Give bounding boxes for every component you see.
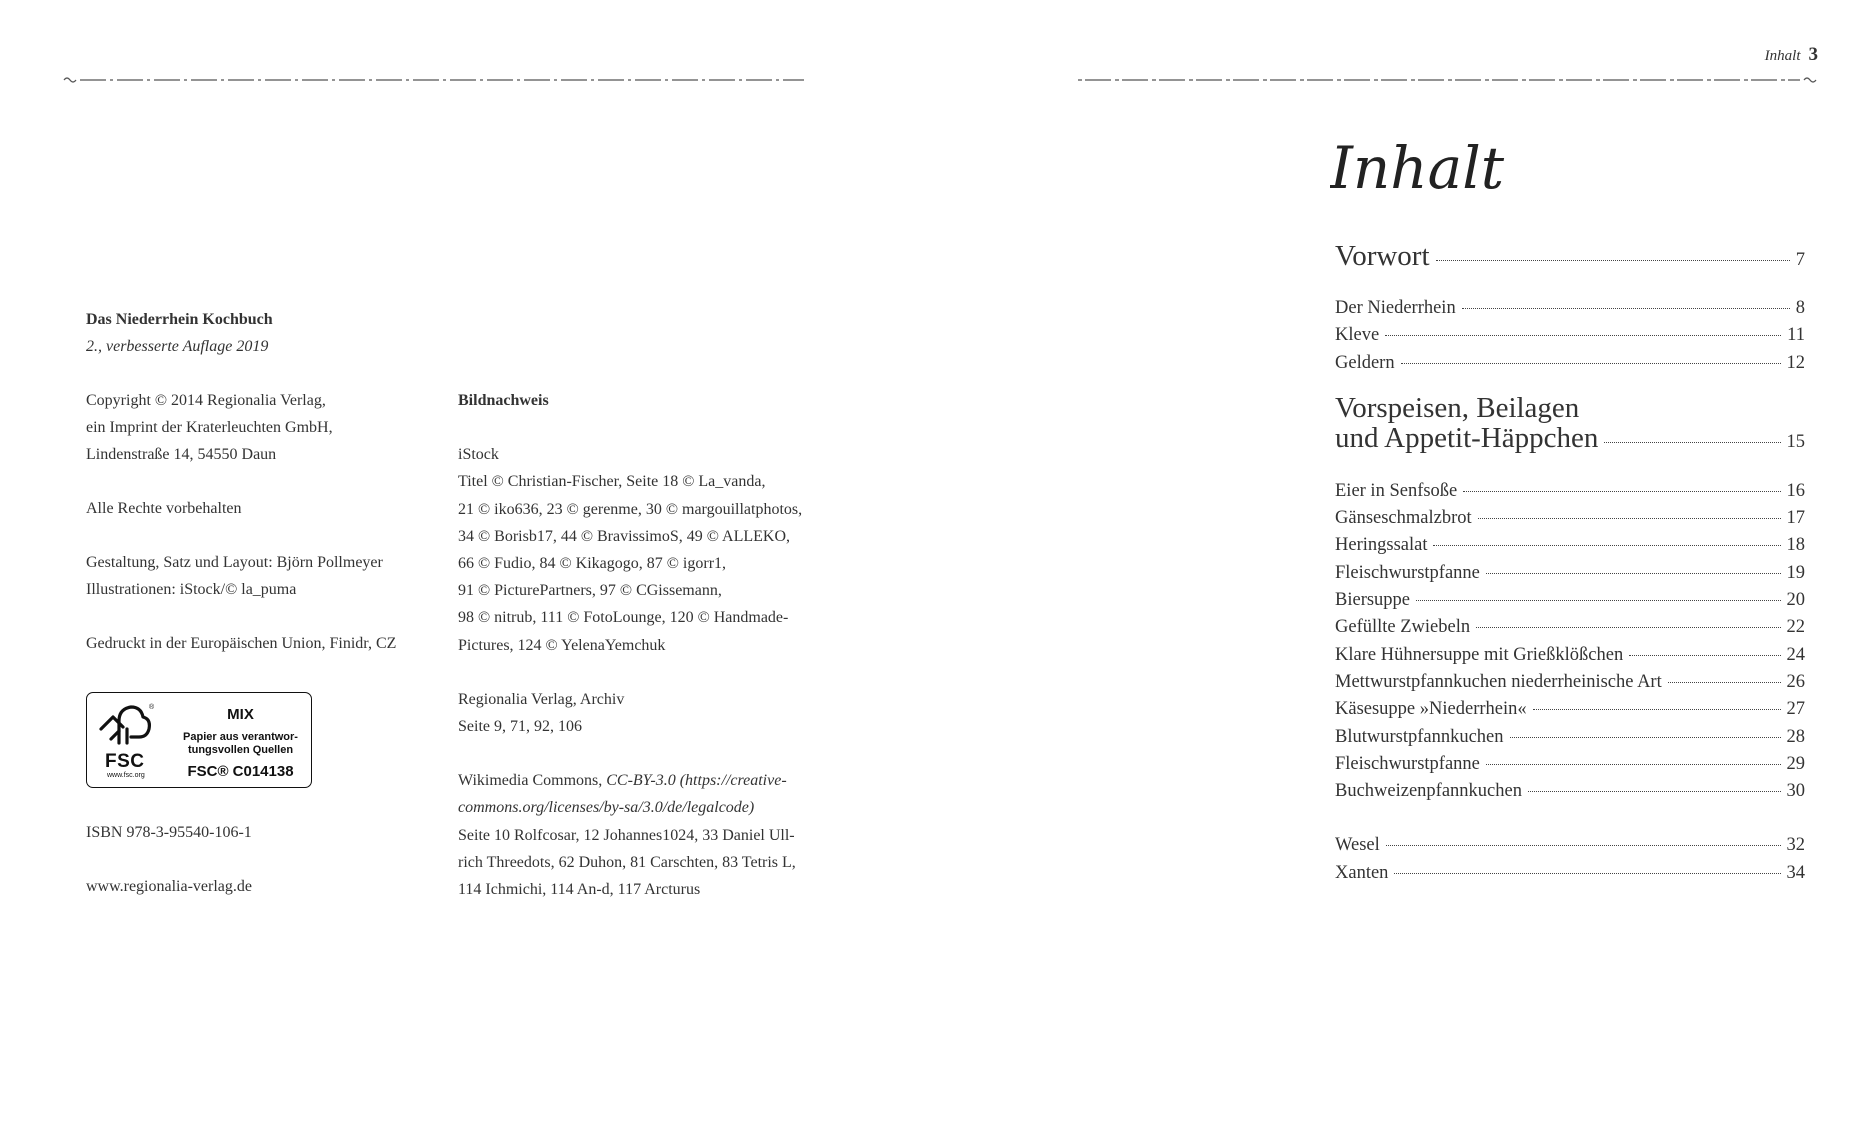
toc-entry-page: 22 [1786,617,1805,638]
illustration-credit: Illustrationen: iStock/© la_puma [86,581,297,598]
toc-entry-page: 30 [1786,781,1805,802]
svg-text:®: ® [149,704,155,711]
toc-entry[interactable] [1335,699,1805,726]
fsc-tree-icon [93,699,163,757]
toc-entry[interactable] [1335,754,1805,781]
toc-entry[interactable] [1335,325,1805,352]
toc-entry[interactable] [1335,563,1805,590]
toc-entry[interactable] [1335,481,1805,508]
toc-entry-label: Xanten [1335,862,1389,883]
archive-heading: Regionalia Verlag, Archiv [458,690,625,708]
credit-line: 34 © Borisb17, 44 © BravissimoS, 49 © ALLEKO, [458,527,791,545]
decorative-rule-left [62,76,804,84]
toc-entry-page: 19 [1786,562,1805,583]
picture-credits [458,387,818,903]
toc-entry-label: Biersuppe [1335,590,1411,611]
toc-entry-page: 20 [1786,590,1805,611]
toc-entry-label: Heringssalat [1335,535,1428,556]
toc-entry[interactable] [1335,535,1805,562]
toc-entry-page: 28 [1786,726,1805,747]
wiki-license-cont: commons.org/licenses/by-sa/3.0/de/legalcode) [458,799,755,817]
toc-title-script [1330,126,1530,206]
toc-entry-page: 12 [1786,352,1805,373]
toc-entry[interactable] [1335,240,1805,284]
toc-entry-label: Gefüllte Zwiebeln [1335,617,1471,638]
running-head-label: Inhalt [1764,48,1801,64]
imprint-footer [86,819,252,900]
copyright-line: Lindenstraße 14, 54550 Daun [86,446,277,463]
toc-entry[interactable] [1335,863,1805,890]
credit-line: 21 © iko636, 23 © gerenme, 30 © margouillatphotos, [458,500,803,518]
copyright-line: Copyright © 2014 Regionalia Verlag, [86,392,326,409]
toc-entry-label: Blutwurstpfannkuchen [1335,726,1504,747]
fsc-logo [86,692,312,788]
toc-entry[interactable] [1335,590,1805,617]
fsc-paper-text [173,731,308,757]
toc-entry[interactable] [1335,617,1805,644]
credit-line: 91 © PicturePartners, 97 © CGissemann, [458,582,722,600]
toc-entry-page: 32 [1786,835,1805,856]
toc-entry-label: Fleischwurstpfanne [1335,753,1480,774]
toc-entry-page: 8 [1795,298,1805,318]
toc-entry-page: 34 [1786,862,1805,883]
decorative-rule-right [1078,76,1818,84]
toc-section-entry[interactable] [1335,422,1805,454]
copyright-line: ein Imprint der Kraterleuchten GmbH, [86,419,333,436]
toc-entry[interactable] [1335,835,1805,862]
credit-line: 98 © nitrub, 111 © FotoLounge, 120 © Handmade- [458,609,789,627]
toc-entry[interactable] [1335,781,1805,808]
toc-entry[interactable] [1335,727,1805,754]
running-head [1765,44,1818,66]
printed-note: Gedruckt in der Europäischen Union, Finidr, CZ [86,635,397,652]
toc-entry-page: 17 [1786,508,1805,529]
book-title: Das Niederrhein Kochbuch [86,311,273,328]
table-of-contents [1335,240,1805,890]
credit-line: Seite 10 Rolfcosar, 12 Johannes1024, 33 Daniel Ull- [458,826,795,844]
wiki-license: CC-BY-3.0 (https://creative- [606,772,787,790]
toc-entry[interactable] [1335,353,1805,380]
credits-heading: Bildnachweis [458,392,549,409]
toc-entry[interactable] [1335,298,1805,325]
edition-note: 2., verbesserte Auflage 2019 [86,338,269,355]
credit-line: Titel © Christian-Fischer, Seite 18 © La_vanda, [458,473,766,491]
toc-entry-page: 29 [1786,753,1805,774]
toc-entry-label: Eier in Senfsoße [1335,480,1458,501]
fsc-mix: MIX [227,706,254,723]
toc-section-line1: Vorspeisen, Beilagen [1335,391,1580,424]
toc-entry-page: 11 [1787,325,1805,346]
credit-line: 114 Ichmichi, 114 An-d, 117 Arcturus [458,881,701,899]
toc-title: Inhalt [1330,134,1505,202]
toc-entry-label: Der Niederrhein [1335,298,1456,318]
toc-entry-page: 16 [1786,480,1805,501]
toc-entry-label: Gänseschmalzbrot [1335,508,1472,529]
wiki-heading: Wikimedia Commons, [458,772,603,790]
fsc-paper-line: Papier aus verantwor- [183,731,298,743]
fsc-url: www.fsc.org [107,772,145,779]
wiki-heading-line [458,767,818,794]
toc-entry-label: Geldern [1335,352,1395,373]
toc-entry-label: Käsesuppe »Niederrhein« [1335,699,1527,720]
page-number: 3 [1808,44,1818,65]
publisher-website[interactable]: www.regionalia-verlag.de [86,878,252,895]
credit-line: rich Threedots, 62 Duhon, 81 Carschten, 83 Tetris L, [458,853,796,871]
isbn: ISBN 978-3-95540-106-1 [86,824,252,841]
archive-pages: Seite 9, 71, 92, 106 [458,718,582,736]
design-credit: Gestaltung, Satz und Layout: Björn Pollmeyer [86,554,383,571]
rights-note: Alle Rechte vorbehalten [86,500,242,517]
toc-entry-label: Fleischwurstpfanne [1335,562,1480,583]
toc-entry-page: 26 [1786,671,1805,692]
toc-section-line2: und Appetit-Häppchen [1335,421,1599,454]
toc-entry-page: 27 [1786,699,1805,720]
istock-heading: iStock [458,446,499,464]
fsc-paper-line: tungsvollen Quellen [187,744,294,756]
imprint-block [86,306,396,657]
toc-entry-label: Kleve [1335,325,1380,346]
toc-entry-page: 7 [1795,250,1805,270]
toc-entry-label: Vorwort [1335,240,1430,272]
toc-entry[interactable] [1335,672,1805,699]
toc-entry-label: Wesel [1335,835,1380,856]
toc-entry-page: 18 [1786,535,1805,556]
toc-entry-label: Mettwurstpfannkuchen niederrheinische Art [1335,671,1662,692]
toc-entry-label: Buchweizenpfannkuchen [1335,781,1522,802]
toc-entry-page: 15 [1786,431,1805,452]
fsc-code: FSC® C014138 [187,763,294,780]
toc-entry[interactable] [1335,508,1805,535]
credit-line: Pictures, 124 © YelenaYemchuk [458,636,666,654]
fsc-wordmark: FSC [105,751,145,772]
toc-entry-label: Klare Hühnersuppe mit Grießklößchen [1335,644,1624,665]
toc-entry[interactable] [1335,645,1805,672]
credit-line: 66 © Fudio, 84 © Kikagogo, 87 © igorr1, [458,555,727,573]
toc-entry-page: 24 [1786,644,1805,665]
